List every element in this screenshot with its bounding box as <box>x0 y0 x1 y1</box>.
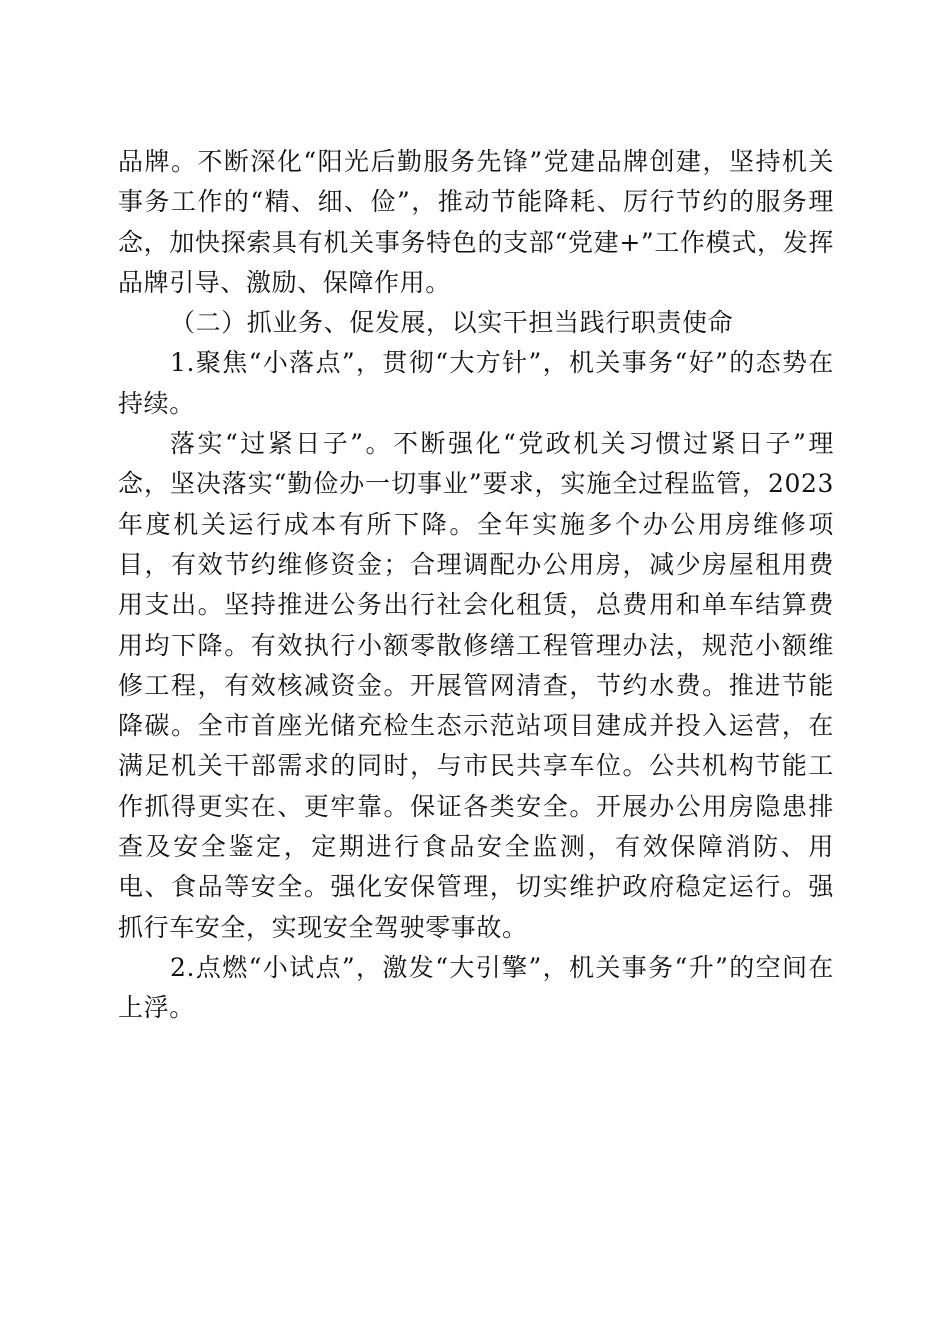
section-heading: （二）抓业务、促发展，以实干担当践行职责使命 <box>170 308 734 338</box>
paragraph-point-2: 2.点燃“小试点”，激发“大引擎”，机关事务“升”的空间在上浮。 <box>118 952 834 1023</box>
document-page <box>118 142 834 1029</box>
paragraph-body: 落实“过紧日子”。不断强化“党政机关习惯过紧日子”理念，坚决落实“勤俭办一切事业”要求，实施全过程监管，2023年度机关运行成本有所下降。全年实施多个办公用房维修项目，有效节约维修资金；合理调配办公用房，减少房屋租用费用支出。坚持推进公务出行社会化租赁，总费用和单车结算费用均下降。有效执行小额零散修缮工程管理办法，规范小额维修工程，有效核减资金。开展管网清查，节约水费。推进节能降碳。全市首座光储充检生态示范站项目建成并投入运营，在满足机关干部需求的同时，与市民共享车位。公共机构节能工作抓得更实在、更牢靠。保证各类安全。开展办公用房隐患排查及安全鉴定，定期进行食品安全监测，有效保障消防、用电、食品等安全。强化安保管理，切实维护政府稳定运行。强抓行车安全，实现安全驾驶零事故。 <box>118 429 834 942</box>
paragraph-brand: 品牌。不断深化“阳光后勤服务先锋”党建品牌创建，坚持机关事务工作的“精、细、俭”，推动节能降耗、厉行节约的服务理念，加快探索具有机关事务特色的支部“党建+”工作模式，发挥品牌引导、激励、保障作用。 <box>118 147 834 297</box>
paragraph-point-1: 1.聚焦“小落点”，贯彻“大方针”，机关事务“好”的态势在持续。 <box>118 348 834 418</box>
